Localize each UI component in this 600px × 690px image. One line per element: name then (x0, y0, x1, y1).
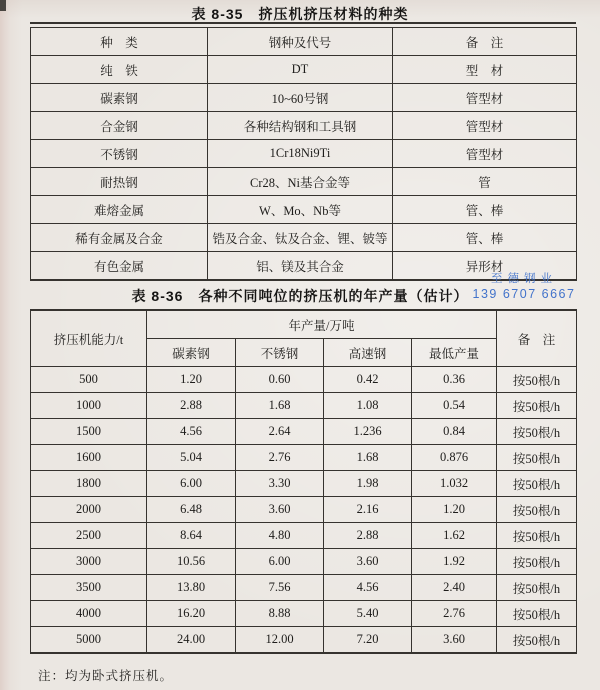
table-cell: 3000 (31, 549, 147, 575)
table-row (31, 84, 577, 112)
table-cell: 4.56 (324, 575, 412, 601)
table-cell: 管型材 (393, 112, 577, 140)
table-cell: 0.60 (236, 367, 324, 393)
table-cell: Cr28、Ni基合金等 (208, 168, 393, 196)
table-row (31, 196, 577, 224)
table-cell: 1.68 (236, 393, 324, 419)
table1-header-grade: 钢种及代号 (208, 28, 393, 56)
table-cell: 按50根/h (497, 471, 577, 497)
table2-header-remark: 备 注 (497, 310, 577, 367)
table-cell: 不锈钢 (31, 140, 208, 168)
table-cell: 管、棒 (393, 196, 577, 224)
table-cell: 4.80 (236, 523, 324, 549)
table-cell: 3.60 (236, 497, 324, 523)
table-cell: 7.20 (324, 627, 412, 654)
table-cell: 13.80 (147, 575, 236, 601)
table-row (31, 523, 577, 549)
table-row (31, 601, 577, 627)
table-cell: 8.88 (236, 601, 324, 627)
table-cell: 1000 (31, 393, 147, 419)
table-cell: 稀有金属及合金 (31, 224, 208, 252)
table-cell: 锆及合金、钛及合金、锂、铍等 (208, 224, 393, 252)
table-cell: 2.16 (324, 497, 412, 523)
table-cell: 2.88 (147, 393, 236, 419)
table-cell: 3.60 (324, 549, 412, 575)
table-cell: 16.20 (147, 601, 236, 627)
table-cell: 1.236 (324, 419, 412, 445)
table-cell: 按50根/h (497, 575, 577, 601)
table-cell: 1.032 (412, 471, 497, 497)
table-cell: 各种结构钢和工具钢 (208, 112, 393, 140)
table-row (31, 471, 577, 497)
table2-subheader-minimum-output: 最低产量 (412, 339, 497, 367)
table1 (30, 22, 576, 281)
table-cell: 异形材 (393, 252, 577, 281)
table1-header-kind: 种 类 (31, 28, 208, 56)
table-cell: 10~60号钢 (208, 84, 393, 112)
table2-title: 表 8-36 各种不同吨位的挤压机的年产量（估计） (131, 288, 469, 304)
table-cell: 3500 (31, 575, 147, 601)
table-cell: 8.64 (147, 523, 236, 549)
table-cell: 1.68 (324, 445, 412, 471)
table-row (31, 497, 577, 523)
table-cell: 按50根/h (497, 393, 577, 419)
table-cell: 0.42 (324, 367, 412, 393)
table-cell: 0.84 (412, 419, 497, 445)
table-cell: 2500 (31, 523, 147, 549)
table-cell: 合金钢 (31, 112, 208, 140)
table-cell: 500 (31, 367, 147, 393)
table-row (31, 575, 577, 601)
table-row (31, 168, 577, 196)
table2-header-capacity: 挤压机能力/t (31, 310, 147, 367)
table-cell: 管型材 (393, 84, 577, 112)
table-cell: DT (208, 56, 393, 84)
table-cell: 2.76 (236, 445, 324, 471)
table-cell: 1.62 (412, 523, 497, 549)
table-cell: 纯 铁 (31, 56, 208, 84)
table-cell: 4.56 (147, 419, 236, 445)
table-cell: 型 材 (393, 56, 577, 84)
table-cell: 6.00 (147, 471, 236, 497)
table-cell: 2.88 (324, 523, 412, 549)
table-cell: 1Cr18Ni9Ti (208, 140, 393, 168)
table-cell: 5.40 (324, 601, 412, 627)
table-cell: 2.64 (236, 419, 324, 445)
table-cell: 0.36 (412, 367, 497, 393)
table-cell: 6.48 (147, 497, 236, 523)
table1-header-remark: 备 注 (393, 28, 577, 56)
table-row (31, 224, 577, 252)
table-cell: 1.92 (412, 549, 497, 575)
table-cell: 1.20 (412, 497, 497, 523)
table-cell: 0.54 (412, 393, 497, 419)
table-cell: 5000 (31, 627, 147, 654)
table2-header-row-1 (31, 310, 577, 339)
table-row (31, 445, 577, 471)
table-cell: 按50根/h (497, 367, 577, 393)
table-cell: 耐热钢 (31, 168, 208, 196)
table1-body (31, 56, 577, 281)
table-row (31, 549, 577, 575)
table-cell: 1500 (31, 419, 147, 445)
table-cell: 2.40 (412, 575, 497, 601)
table2-subheader-stainless-steel: 不锈钢 (236, 339, 324, 367)
table-cell: W、Mo、Nb等 (208, 196, 393, 224)
table-cell: 2.76 (412, 601, 497, 627)
table-cell: 24.00 (147, 627, 236, 654)
table-cell: 1800 (31, 471, 147, 497)
table1-header-row (31, 28, 577, 56)
table-cell: 按50根/h (497, 523, 577, 549)
table-cell: 铝、镁及其合金 (208, 252, 393, 281)
table-cell: 1600 (31, 445, 147, 471)
table-cell: 3.30 (236, 471, 324, 497)
table-cell: 5.04 (147, 445, 236, 471)
table-row (31, 393, 577, 419)
table2-body (31, 367, 577, 654)
table-cell: 4000 (31, 601, 147, 627)
table-cell: 管、棒 (393, 224, 577, 252)
table-cell: 1.20 (147, 367, 236, 393)
table-cell: 按50根/h (497, 549, 577, 575)
table-row (31, 627, 577, 654)
table-row (31, 56, 577, 84)
table-cell: 按50根/h (497, 497, 577, 523)
table-cell: 7.56 (236, 575, 324, 601)
table-row (31, 419, 577, 445)
table-row (31, 367, 577, 393)
table-cell: 1.08 (324, 393, 412, 419)
watermark-phone-number: 139 6707 6667 (472, 287, 576, 301)
table1-title: 表 8-35 挤压机挤压材料的种类 (191, 6, 409, 22)
table-cell: 2000 (31, 497, 147, 523)
table-cell: 6.00 (236, 549, 324, 575)
table2 (30, 309, 577, 654)
table-cell: 按50根/h (497, 419, 577, 445)
table-cell: 1.98 (324, 471, 412, 497)
table2-subheader-high-speed-steel: 高速钢 (324, 339, 412, 367)
table2-header-annual-output-group: 年产量/万吨 (147, 310, 497, 339)
table2-subheader-carbon-steel: 碳素钢 (147, 339, 236, 367)
table-cell: 10.56 (147, 549, 236, 575)
footnote: 注：均为卧式挤压机。 (38, 669, 174, 683)
table-cell: 按50根/h (497, 445, 577, 471)
watermark-company-name: 至德钢业 (491, 273, 557, 285)
table-cell: 0.876 (412, 445, 497, 471)
table-cell: 难熔金属 (31, 196, 208, 224)
table-cell: 3.60 (412, 627, 497, 654)
table-row (31, 140, 577, 168)
table-cell: 管型材 (393, 140, 577, 168)
table-row (31, 112, 577, 140)
table-cell: 12.00 (236, 627, 324, 654)
table-cell: 管 (393, 168, 577, 196)
table-cell: 碳素钢 (31, 84, 208, 112)
table-cell: 按50根/h (497, 601, 577, 627)
table-cell: 按50根/h (497, 627, 577, 654)
table-cell: 有色金属 (31, 252, 208, 281)
